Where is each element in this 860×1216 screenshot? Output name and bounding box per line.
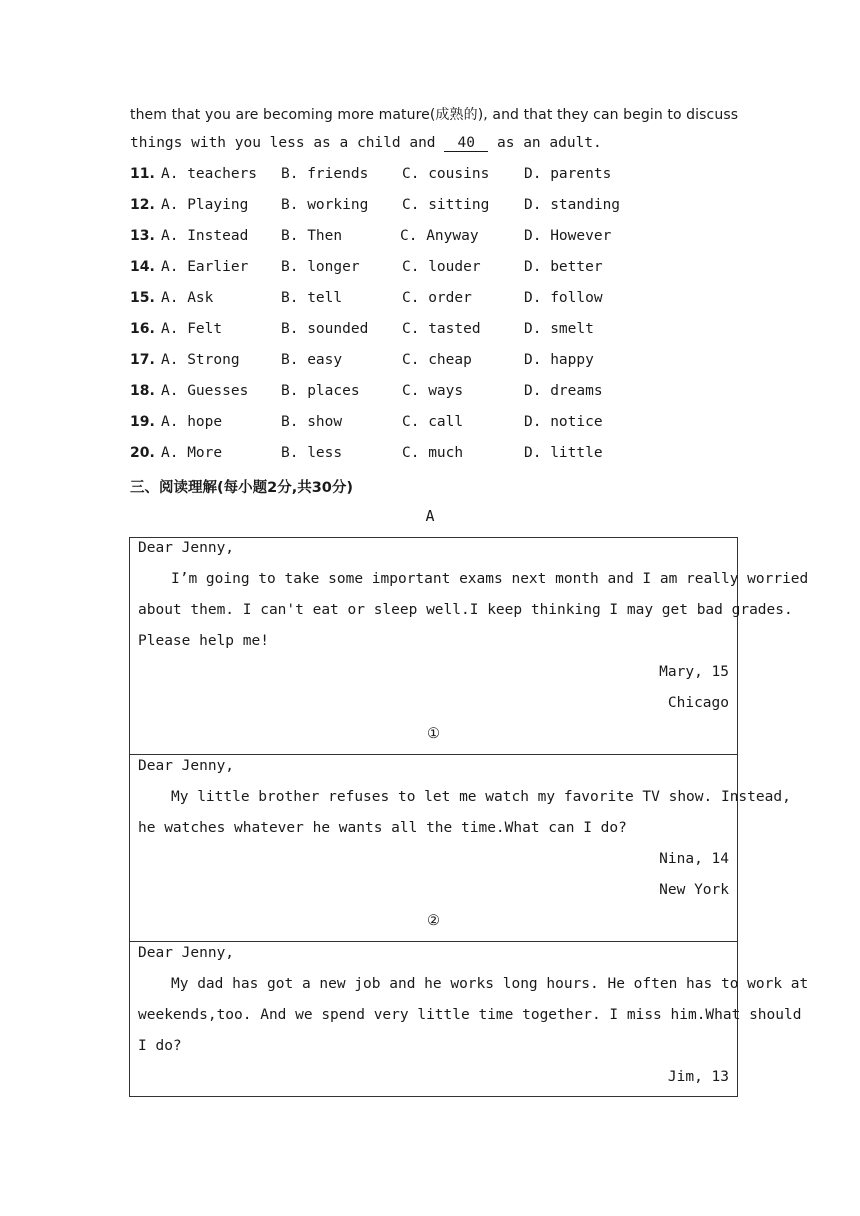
blank-40: 40 <box>444 135 488 152</box>
letter-signature: Nina, 14 <box>659 851 729 867</box>
question-number: 16. <box>130 321 155 337</box>
letter-cell-jim <box>130 941 809 1096</box>
option-b: B. working <box>281 197 369 213</box>
option-b: B. places <box>281 383 360 399</box>
option-a: A. Earlier <box>161 259 249 275</box>
passage-label: A <box>425 507 435 525</box>
intro-line-2 <box>130 135 602 152</box>
question-row <box>130 352 740 383</box>
question-row <box>130 290 740 321</box>
option-d: D. happy <box>524 352 594 368</box>
intro-line-1: them that you are becoming more mature(成熟的), and that they can begin to discuss <box>130 107 739 123</box>
option-c: C. louder <box>402 259 481 275</box>
option-d: D. However <box>524 228 612 244</box>
question-row <box>130 259 740 290</box>
option-c: C. ways <box>402 383 464 399</box>
letter-signature: Jim, 13 <box>667 1069 729 1085</box>
option-a: A. Felt <box>161 321 223 337</box>
option-a: A. Playing <box>161 197 249 213</box>
option-d: D. smelt <box>524 321 594 337</box>
letter-body-line: he watches whatever he wants all the time.What can I do? <box>138 820 627 836</box>
option-b: B. Then <box>281 228 343 244</box>
option-b: B. friends <box>281 166 369 182</box>
question-number: 20. <box>130 445 155 461</box>
letter-cell-mary <box>130 538 809 754</box>
letter-city: Chicago <box>667 695 729 711</box>
question-row <box>130 228 740 259</box>
question-number: 14. <box>130 259 155 275</box>
question-number: 18. <box>130 383 155 399</box>
letter-body-line: about them. I can't eat or sleep well.I keep thinking I may get bad grades. <box>138 602 793 618</box>
letter-cell-nina <box>130 754 791 941</box>
letter-body-line: I’m going to take some important exams next month and I am really worried <box>171 571 809 587</box>
option-b: B. longer <box>281 259 360 275</box>
intro-line-2-end: as an adult. <box>488 135 602 151</box>
question-row <box>130 383 740 414</box>
section-title: 三、阅读理解(每小题2分,共30分) <box>130 480 354 496</box>
option-c: C. order <box>402 290 472 306</box>
question-row <box>130 445 740 476</box>
option-c: C. much <box>402 445 464 461</box>
question-row <box>130 197 740 228</box>
option-d: D. standing <box>524 197 621 213</box>
option-d: D. follow <box>524 290 603 306</box>
letter-body-line: Please help me! <box>138 633 269 649</box>
option-b: B. easy <box>281 352 343 368</box>
option-a: A. Strong <box>161 352 240 368</box>
option-c: C. cheap <box>402 352 472 368</box>
option-d: D. better <box>524 259 603 275</box>
question-number: 12. <box>130 197 155 213</box>
letter-greeting: Dear Jenny, <box>138 945 235 961</box>
option-a: A. More <box>161 445 223 461</box>
letter-marker: ① <box>427 726 440 742</box>
question-number: 11. <box>130 166 155 182</box>
option-b: B. less <box>281 445 343 461</box>
option-c: C. tasted <box>402 321 481 337</box>
question-row <box>130 321 740 352</box>
option-a: A. Instead <box>161 228 249 244</box>
option-a: A. Guesses <box>161 383 249 399</box>
question-number: 19. <box>130 414 155 430</box>
option-a: A. teachers <box>161 166 258 182</box>
letter-signature: Mary, 15 <box>659 664 729 680</box>
question-row <box>130 414 740 445</box>
letter-body-line: My little brother refuses to let me watch my favorite TV show. Instead, <box>171 789 791 805</box>
option-d: D. little <box>524 445 603 461</box>
option-d: D. parents <box>524 166 612 182</box>
letter-body-line: My dad has got a new job and he works long hours. He often has to work at <box>171 976 809 992</box>
option-a: A. Ask <box>161 290 214 306</box>
option-d: D. dreams <box>524 383 603 399</box>
letters-table <box>129 537 809 1097</box>
option-b: B. sounded <box>281 321 369 337</box>
letter-greeting: Dear Jenny, <box>138 540 235 556</box>
option-c: C. cousins <box>402 166 490 182</box>
option-c: C. call <box>402 414 464 430</box>
question-number: 15. <box>130 290 155 306</box>
option-d: D. notice <box>524 414 603 430</box>
option-a: A. hope <box>161 414 223 430</box>
option-b: B. tell <box>281 290 343 306</box>
letter-city: New York <box>659 882 729 898</box>
letter-greeting: Dear Jenny, <box>138 758 235 774</box>
question-number: 13. <box>130 228 155 244</box>
option-c: C. sitting <box>402 197 490 213</box>
intro-line-2-start: things with you less as a child and <box>130 135 445 151</box>
letter-body-line: I do? <box>138 1038 182 1054</box>
question-number: 17. <box>130 352 155 368</box>
letter-marker: ② <box>427 913 440 929</box>
question-row <box>130 166 740 197</box>
question-options <box>130 166 740 476</box>
option-b: B. show <box>281 414 343 430</box>
letter-body-line: weekends,too. And we spend very little time together. I miss him.What should <box>138 1007 802 1023</box>
option-c: C. Anyway <box>400 228 479 244</box>
